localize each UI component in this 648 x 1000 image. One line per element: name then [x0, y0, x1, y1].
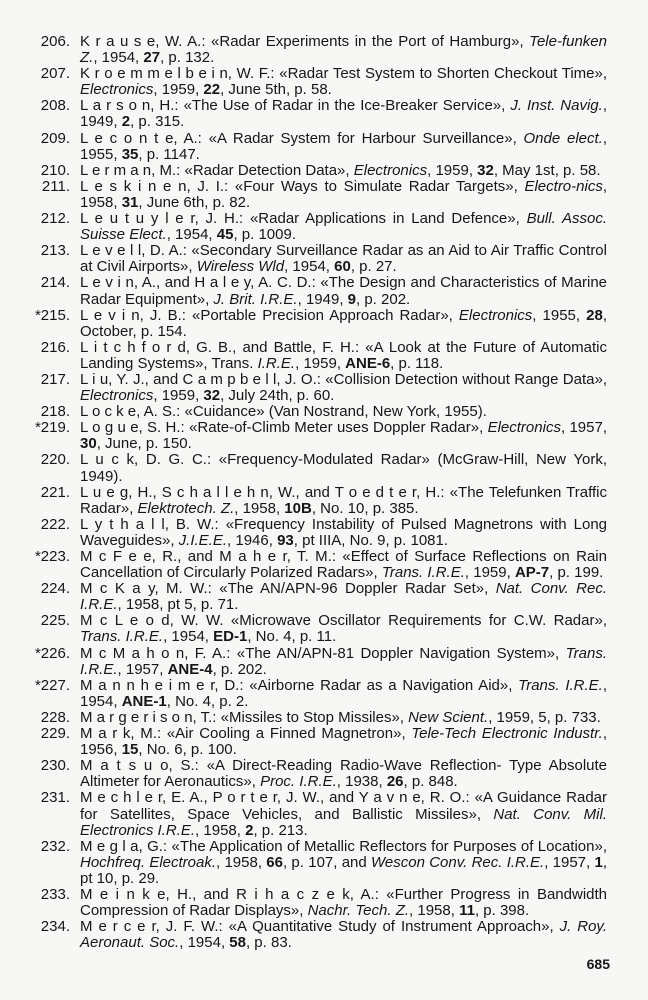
reference-entry [30, 98, 607, 130]
reference-number: 228. [40, 708, 70, 726]
volume-number: ANE-1 [121, 692, 167, 710]
volume-number: ANE-4 [167, 660, 213, 678]
journal-title: Nat. Conv. Rec. I.R.E. [80, 580, 608, 614]
reference-text: M c F e e, R., and M a h e r, T. M.: «Effect of Surface Reflections on Rain Cancellation of Circularly Polarized Radars», Trans. I.R.E., 1959, AP-7, p. 199. [80, 548, 607, 582]
reference-number: 221. [40, 483, 70, 501]
reference-number: 229. [40, 725, 70, 743]
reference-text: L e v i n, J. B.: «Portable Precision Approach Radar», Electronics, 1955, 28, October, p. 154. [80, 306, 607, 340]
journal-title: Electro-nics [524, 177, 603, 195]
reference-number: *215. [34, 306, 70, 324]
reference-number: 218. [40, 403, 70, 421]
journal-title: Tele-funken Z. [80, 33, 607, 67]
reference-number: 217. [40, 370, 70, 388]
reference-text: L o c k e, A. S.: «Cuidance» (Van Nostrand, New York, 1955). [80, 403, 487, 421]
reference-number: 225. [40, 612, 70, 630]
reference-text: L e u t u y l e r, J. H.: «Radar Applications in Land Defence», Bull. Assoc. Suisse Elect., 1954, 45, p. 1009. [80, 210, 607, 244]
reference-number: 208. [40, 97, 70, 115]
reference-text: L e r m a n, M.: «Radar Detection Data», Electronics, 1959, 32, May 1st, p. 58. [80, 161, 601, 179]
reference-entry [30, 839, 607, 887]
volume-number: 27 [143, 49, 161, 67]
reference-number: *227. [34, 676, 70, 694]
reference-entry [30, 758, 607, 790]
reference-text: M a r g e r i s o n, T.: «Missiles to Stop Missiles», New Scient., 1959, 5, p. 733. [80, 708, 601, 726]
journal-title: Electronics [487, 419, 561, 437]
reference-entry [30, 420, 607, 452]
page-number: 685 [586, 956, 610, 972]
reference-entry [30, 485, 607, 517]
journal-title: J. Brit. I.R.E. [213, 290, 298, 308]
reference-text: L e c o n t e, A.: «A Radar System for Harbour Surveillance», Onde elect., 1955, 35, p. 1147. [80, 129, 607, 163]
reference-entry [30, 211, 607, 243]
reference-entry [30, 404, 607, 420]
journal-title: Electronics [80, 387, 154, 405]
volume-number: 10B [284, 499, 312, 517]
reference-text: L a r s o n, H.: «The Use of Radar in the Ice-Breaker Service», J. Inst. Navig., 1949, 2, p. 315. [80, 97, 607, 131]
volume-number: 58 [229, 934, 246, 952]
reference-number: *219. [34, 419, 70, 437]
reference-entry [30, 372, 607, 404]
reference-number: 232. [40, 837, 70, 855]
reference-text: L y t h a l l, B. W.: «Frequency Instability of Pulsed Magnetrons with Long Waveguides», J.I.E.E., 1946, 93, pt IIIA, No. 9, p. 1081. [80, 515, 607, 549]
journal-title: Trans. I.R.E. [381, 564, 465, 582]
journal-title: Elektrotech. Z. [137, 499, 235, 517]
journal-title: Trans. I.R.E. [80, 628, 164, 646]
journal-title: Electronics [458, 306, 533, 324]
volume-number: 28 [586, 306, 603, 324]
reference-number: 230. [40, 757, 70, 775]
reference-entry [30, 34, 607, 66]
journal-title: Onde elect. [523, 129, 603, 147]
reference-text: M a t s u o, S.: «A Direct-Reading Radio-Wave Reflection- Type Absolute Altimeter for Aeronautics», Proc. I.R.E., 1938, 26, p. 848. [80, 757, 607, 791]
reference-text: M e r c e r, J. F. W.: «A Quantitative Study of Instrument Approach», J. Roy. Aeronaut. Soc., 1954, 58, p. 83. [80, 918, 607, 952]
reference-number: 220. [40, 451, 70, 469]
reference-text: L i u, Y. J., and C a m p b e l l, J. O.: «Collision Detection without Range Data», Electronics, 1959, 32, July 24th, p. 60. [80, 370, 607, 405]
reference-text: M a r k, M.: «Air Cooling a Finned Magnetron», Tele-Tech Electronic Industr., 1956, 15, No. 6, p. 100. [80, 725, 607, 759]
reference-number: *226. [34, 644, 70, 662]
journal-title: Electronics [80, 81, 154, 99]
reference-entry [30, 919, 607, 951]
volume-number: 2 [121, 113, 131, 131]
volume-number: 22 [203, 81, 221, 99]
journal-title: Wescon Conv. Rec. I.R.E. [371, 853, 545, 871]
reference-number: 233. [40, 885, 70, 903]
reference-text: L e v e l l, D. A.: «Secondary Surveillance Radar as an Aid to Air Traffic Control at Civil Airports», Wireless Wld, 1954, 60, p. 27. [80, 242, 607, 276]
reference-number: 206. [40, 33, 70, 50]
reference-entry [30, 517, 607, 549]
reference-list [30, 34, 607, 951]
journal-title: New Scient. [408, 708, 489, 726]
reference-entry [30, 243, 607, 275]
volume-number: 93 [277, 531, 294, 549]
reference-number: 211. [41, 177, 70, 195]
reference-text: M e i n k e, H., and R i h a c z e k, A.: «Further Progress in Bandwidth Compression of Radar Displays», Nachr. Tech. Z., 1958, 11, p. 398. [80, 885, 607, 920]
journal-title: Bull. Assoc. Suisse Elect. [80, 210, 607, 244]
reference-number: 231. [40, 789, 70, 807]
journal-title: Electronics [353, 161, 428, 179]
reference-number: 210. [40, 161, 70, 179]
reference-text: M e c h l e r, E. A., P o r t e r, J. W., and Y a v n e, R. O.: «A Guidance Radar for Satellites, Space Vehicles, and Ballistic Missiles», Nat. Conv. Mil. Electronics I.R.E., 1958, 2, p. 213. [80, 789, 607, 839]
volume-number: 31 [121, 193, 139, 211]
journal-title: I.R.E. [257, 354, 296, 372]
volume-number: 11 [459, 902, 475, 920]
journal-title: Nat. Conv. Mil. Electronics I.R.E. [80, 805, 607, 839]
reference-entry [30, 726, 607, 758]
reference-text: L i t c h f o r d, G. B., and Battle, F. H.: «A Look at the Future of Automatic Landing Systems», Trans. I.R.E., 1959, ANE-6, p. 118. [80, 338, 607, 372]
reference-entry [30, 887, 607, 919]
volume-number: 35 [121, 145, 139, 163]
volume-number: 45 [216, 226, 234, 244]
reference-entry [30, 710, 607, 726]
reference-text: M c M a h o n, F. A.: «The AN/APN-81 Doppler Navigation System», Trans. I.R.E., 1957, ANE-4, p. 202. [80, 644, 607, 678]
volume-number: 1 [594, 853, 603, 871]
reference-number: 214. [40, 274, 70, 292]
reference-text: K r o e m m e l b e i n, W. F.: «Radar Test System to Shorten Checkout Time», Electronics, 1959, 22, June 5th, p. 58. [80, 65, 607, 99]
reference-entry [30, 163, 607, 179]
journal-title: Wireless Wld [196, 258, 285, 276]
reference-text: K r a u s e, W. A.: «Radar Experiments in the Port of Hamburg», Tele-funken Z., 1954, 27, p. 132. [80, 33, 607, 67]
reference-entry [30, 66, 607, 98]
volume-number: 26 [386, 773, 404, 791]
volume-number: ED-1 [213, 628, 248, 646]
reference-entry [30, 452, 607, 484]
reference-number: 216. [40, 338, 70, 356]
reference-number: 212. [40, 210, 70, 228]
journal-title: Tele-Tech Electronic Industr. [411, 725, 603, 743]
reference-entry [30, 308, 607, 340]
reference-text: M c L e o d, W. W. «Microwave Oscillator Requirements for C.W. Radar», Trans. I.R.E., 1954, ED-1, No. 4, p. 11. [80, 612, 607, 646]
reference-text: L u c k, D. G. C.: «Frequency-Modulated Radar» (McGraw-Hill, New York, 1949). [80, 451, 607, 485]
reference-entry [30, 340, 607, 372]
reference-text: L u e g, H., S c h a l l e h n, W., and T o e d t e r, H.: «The Telefunken Traffic Radar», Elektrotech. Z., 1958, 10B, No. 10, p. 385. [80, 483, 607, 517]
reference-entry [30, 678, 607, 710]
reference-entry [30, 646, 607, 678]
volume-number: AP-7 [514, 564, 550, 582]
journal-title: J. Roy. Aeronaut. Soc. [80, 918, 607, 952]
volume-number: ANE-6 [345, 354, 391, 372]
reference-text: L e s k i n e n, J. I.: «Four Ways to Simulate Radar Targets», Electro-nics, 1958, 31, June 6th, p. 82. [80, 177, 607, 211]
reference-entry [30, 581, 607, 613]
volume-number: 60 [334, 258, 351, 276]
reference-number: 207. [40, 65, 70, 83]
volume-number: 9 [347, 290, 356, 308]
journal-title: Trans. I.R.E. [518, 676, 603, 694]
volume-number: 2 [245, 821, 254, 839]
reference-number: 222. [40, 515, 70, 533]
reference-entry [30, 179, 607, 211]
reference-number: 213. [40, 242, 70, 260]
journal-title: J.I.E.E. [178, 531, 228, 549]
reference-text: M c K a y, M. W.: «The AN/APN-96 Doppler Radar Set», Nat. Conv. Rec. I.R.E., 1958, pt 5, p. 71. [80, 580, 608, 614]
volume-number: 32 [477, 161, 494, 179]
reference-entry [30, 613, 607, 645]
reference-text: L e v i n, A., and H a l e y, A. C. D.: «The Design and Characteristics of Marine Radar Equipment», J. Brit. I.R.E., 1949, 9, p. 202. [80, 274, 607, 308]
volume-number: 15 [121, 741, 139, 759]
reference-number: 234. [40, 918, 70, 936]
journal-title: Proc. I.R.E. [260, 773, 337, 791]
reference-entry [30, 790, 607, 838]
reference-text: M a n n h e i m e r, D.: «Airborne Radar as a Navigation Aid», Trans. I.R.E., 1954, ANE-1, No. 4, p. 2. [80, 676, 607, 710]
journal-title: Hochfreq. Electroak. [80, 853, 217, 871]
reference-text: M e g l a, G.: «The Application of Metallic Reflectors for Purposes of Location», Hochfreq. Electroak., 1958, 66, p. 107, and Wescon Conv. Rec. I.R.E., 1957, 1, pt 10, p. 29. [80, 837, 607, 887]
reference-number: 224. [40, 580, 70, 598]
reference-number: 209. [40, 129, 70, 147]
reference-text: L o g u e, S. H.: «Rate-of-Climb Meter uses Doppler Radar», Electronics, 1957, 30, June, p. 150. [80, 419, 607, 453]
journal-title: Trans. I.R.E. [80, 644, 607, 678]
journal-title: Nachr. Tech. Z. [307, 902, 410, 920]
volume-number: 32 [203, 387, 221, 405]
journal-title: J. Inst. Navig. [510, 97, 603, 115]
reference-number: *223. [34, 548, 70, 565]
volume-number: 66 [266, 853, 283, 871]
reference-entry [30, 549, 607, 581]
reference-entry [30, 275, 607, 307]
reference-entry [30, 131, 607, 163]
volume-number: 30 [80, 435, 97, 453]
